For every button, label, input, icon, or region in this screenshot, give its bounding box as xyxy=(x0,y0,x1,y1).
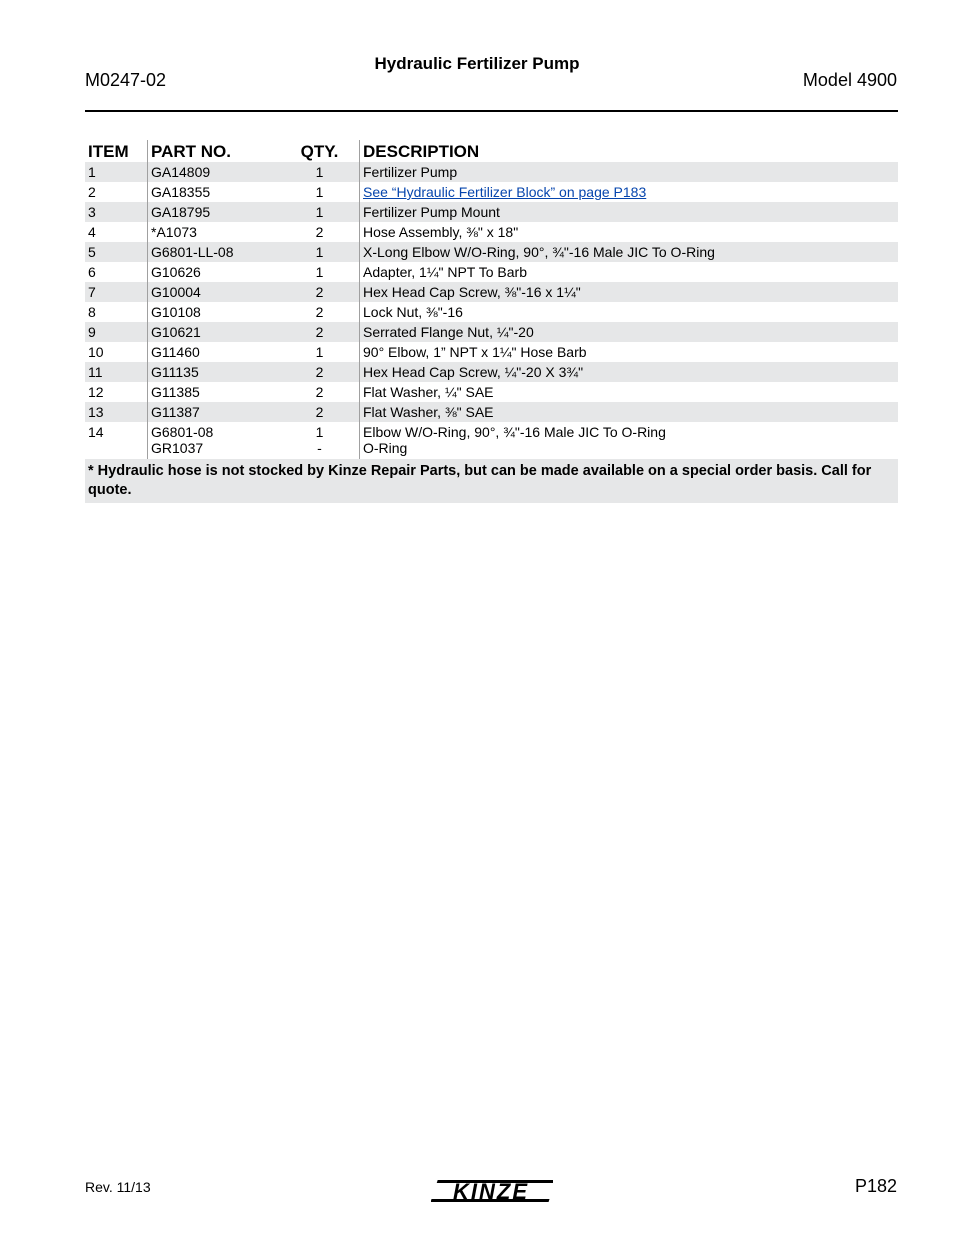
qty-line: - xyxy=(317,440,322,456)
item-cell: 3 xyxy=(85,202,148,222)
item-cell: 11 xyxy=(85,362,148,382)
qty-line: 1 xyxy=(315,424,324,440)
item-cell: 14 xyxy=(88,424,104,440)
revision-date: Rev. 11/13 xyxy=(85,1179,151,1195)
item-cell: 10 xyxy=(88,344,104,360)
description-cell: Hex Head Cap Screw, ¼"-20 X 3¾" xyxy=(360,362,899,382)
description-cell: 90° Elbow, 1” NPT x 1¼" Hose Barb xyxy=(360,342,899,362)
part-no-cell: GA18795 xyxy=(148,202,281,222)
item-cell: 8 xyxy=(88,304,96,320)
part-no-line: G6801-08 xyxy=(151,424,214,440)
part-no-cell: *A1073 xyxy=(148,222,281,242)
qty-cell: 2 xyxy=(280,282,360,302)
description-cell: Lock Nut, ⅜"-16 xyxy=(360,302,899,322)
hydraulic-block-page-link[interactable]: See “Hydraulic Fertilizer Block” on page P183 xyxy=(363,184,647,200)
item-cell: 2 xyxy=(88,184,96,200)
description-cell: Fertilizer Pump xyxy=(360,162,899,182)
item-cell: 7 xyxy=(85,282,148,302)
item-cell: 4 xyxy=(88,224,96,240)
qty-cell: 1 xyxy=(280,202,360,222)
qty-cell: 2 xyxy=(280,402,360,422)
part-no-cell: GA14809 xyxy=(148,162,281,182)
table-row xyxy=(85,402,898,422)
item-cell: 13 xyxy=(85,402,148,422)
model-label: Model 4900 xyxy=(802,70,897,90)
part-no-cell: G10621 xyxy=(148,322,281,342)
table-row xyxy=(85,202,898,222)
logo-wordmark: KINZE xyxy=(453,1179,529,1204)
part-no-cell: G11135 xyxy=(148,362,281,382)
item-cell: 9 xyxy=(85,322,148,342)
table-header-row xyxy=(85,140,898,162)
table-row xyxy=(85,182,898,202)
part-no-cell: G10004 xyxy=(148,282,281,302)
table-row xyxy=(85,222,898,242)
item-cell: 12 xyxy=(88,384,104,400)
part-no-cell: G11385 xyxy=(148,382,281,402)
description-cell: X-Long Elbow W/O-Ring, 90°, ¾"-16 Male JIC To O-Ring xyxy=(360,242,899,262)
description-cell: Hose Assembly, ⅜" x 18" xyxy=(360,222,899,242)
qty-cell: 1 xyxy=(280,342,360,362)
qty-cell xyxy=(280,422,360,459)
col-header-part-no: PART NO. xyxy=(148,140,281,162)
qty-cell: 2 xyxy=(280,222,360,242)
description-cell: Fertilizer Pump Mount xyxy=(360,202,899,222)
part-no-cell xyxy=(148,422,281,459)
description-line: Elbow W/O-Ring, 90°, ¾"-16 Male JIC To O-Ring xyxy=(363,424,666,440)
description-cell: Serrated Flange Nut, ¼"-20 xyxy=(360,322,899,342)
part-no-cell: G11460 xyxy=(148,342,281,362)
parts-table xyxy=(85,140,898,503)
table-row xyxy=(85,162,898,182)
table-row xyxy=(85,282,898,302)
part-no-line: GR1037 xyxy=(151,440,204,456)
table-row xyxy=(85,302,898,322)
description-cell: Flat Washer, ¼" SAE xyxy=(360,382,899,402)
part-no-cell: G10108 xyxy=(148,302,281,322)
description-cell xyxy=(360,182,899,202)
table-row xyxy=(85,242,898,262)
part-no-cell: G6801-LL-08 xyxy=(148,242,281,262)
table-row xyxy=(85,342,898,362)
kinze-logo xyxy=(431,1176,553,1206)
col-header-description: DESCRIPTION xyxy=(360,140,899,162)
table-row xyxy=(85,262,898,282)
table-note-row xyxy=(85,459,898,503)
description-cell: Flat Washer, ⅜" SAE xyxy=(360,402,899,422)
part-no-cell: G10626 xyxy=(148,262,281,282)
description-cell: Adapter, 1¼" NPT To Barb xyxy=(360,262,899,282)
item-cell: 6 xyxy=(88,264,96,280)
qty-cell: 2 xyxy=(280,362,360,382)
description-cell xyxy=(360,422,899,459)
page-title: Hydraulic Fertilizer Pump xyxy=(374,54,580,73)
qty-cell: 1 xyxy=(280,242,360,262)
part-no-cell: G11387 xyxy=(148,402,281,422)
hydraulic-hose-note: * Hydraulic hose is not stocked by Kinze Repair Parts, but can be made available on a special order basis. Call for quote. xyxy=(85,459,898,503)
document-number: M0247-02 xyxy=(85,70,167,90)
part-no-cell: GA18355 xyxy=(148,182,281,202)
col-header-item: ITEM xyxy=(88,142,129,161)
qty-cell: 2 xyxy=(280,382,360,402)
col-header-qty: QTY. xyxy=(280,140,360,162)
qty-cell: 2 xyxy=(280,322,360,342)
item-cell: 5 xyxy=(85,242,148,262)
qty-cell: 1 xyxy=(280,262,360,282)
qty-cell: 1 xyxy=(280,162,360,182)
description-cell: Hex Head Cap Screw, ⅜"-16 x 1¼" xyxy=(360,282,899,302)
description-line: O-Ring xyxy=(363,440,408,456)
page-number: P182 xyxy=(854,1176,897,1196)
table-row xyxy=(85,362,898,382)
qty-cell: 1 xyxy=(280,182,360,202)
header-divider xyxy=(85,110,898,112)
item-cell: 1 xyxy=(85,162,148,182)
table-row xyxy=(85,382,898,402)
qty-cell: 2 xyxy=(280,302,360,322)
table-row xyxy=(85,422,898,459)
table-row xyxy=(85,322,898,342)
